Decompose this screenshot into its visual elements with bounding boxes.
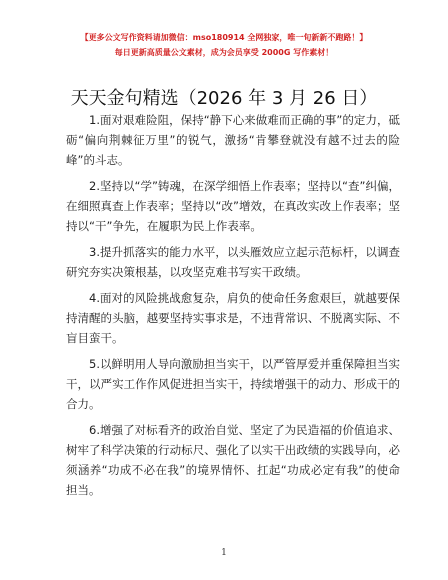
document-title: 天天金句精选（2026 年 3 月 26 日） — [70, 88, 378, 109]
promo-banner-line1: 【更多公文写作资料请加微信：mso180914 全网独家，唯一旬新新不跑路！】 — [80, 33, 368, 42]
paragraph-3: 3.提升抓落实的能力水平，以头雁效应立起示范标杆，以调查研究夯实决策根基，以攻坚克难书写实干政绩。 — [66, 245, 400, 279]
promo-banner-line2: 每日更新高质量公文素材，成为会员享受 2000G 写作素材！ — [114, 48, 334, 57]
promo-banner — [0, 30, 448, 60]
paragraph-6: 6.增强了对标看齐的政治自觉、坚定了为民造福的价值追求、树牢了科学决策的行动标尺、强化了以实干出政绩的实践导向，必须涵养“功成不必在我”的境界情怀、扛起“功成必定有我”的使命担当。 — [66, 423, 400, 497]
page-number: 1 — [221, 548, 227, 558]
paragraph-1: 1.面对艰难险阻，保持“静下心来做难而正确的事”的定力，砥砺“偏向荆棘征万里”的锐气，激扬“肯攀登就没有越不过去的险峰”的斗志。 — [66, 113, 400, 167]
paragraph-5: 5.以鲜明用人导向激励担当实干，以严管厚爱并重保障担当实干，以严实工作作风促进担当实干，持续增强干的动力、形成干的合力。 — [66, 357, 400, 411]
paragraph-2: 2.坚持以“学”铸魂，在深学细悟上作表率；坚持以“查”纠偏，在细照真查上作表率；坚持以“改”增效，在真改实改上作表率；坚持以“干”争先，在履职为民上作表率。 — [66, 179, 400, 233]
document-body — [66, 110, 400, 506]
paragraph-4: 4.面对的风险挑战愈复杂，肩负的使命任务愈艰巨，就越要保持清醒的头脑，越要坚持实事求是，不违背常识、不脱离实际、不盲目蛮干。 — [66, 291, 400, 345]
